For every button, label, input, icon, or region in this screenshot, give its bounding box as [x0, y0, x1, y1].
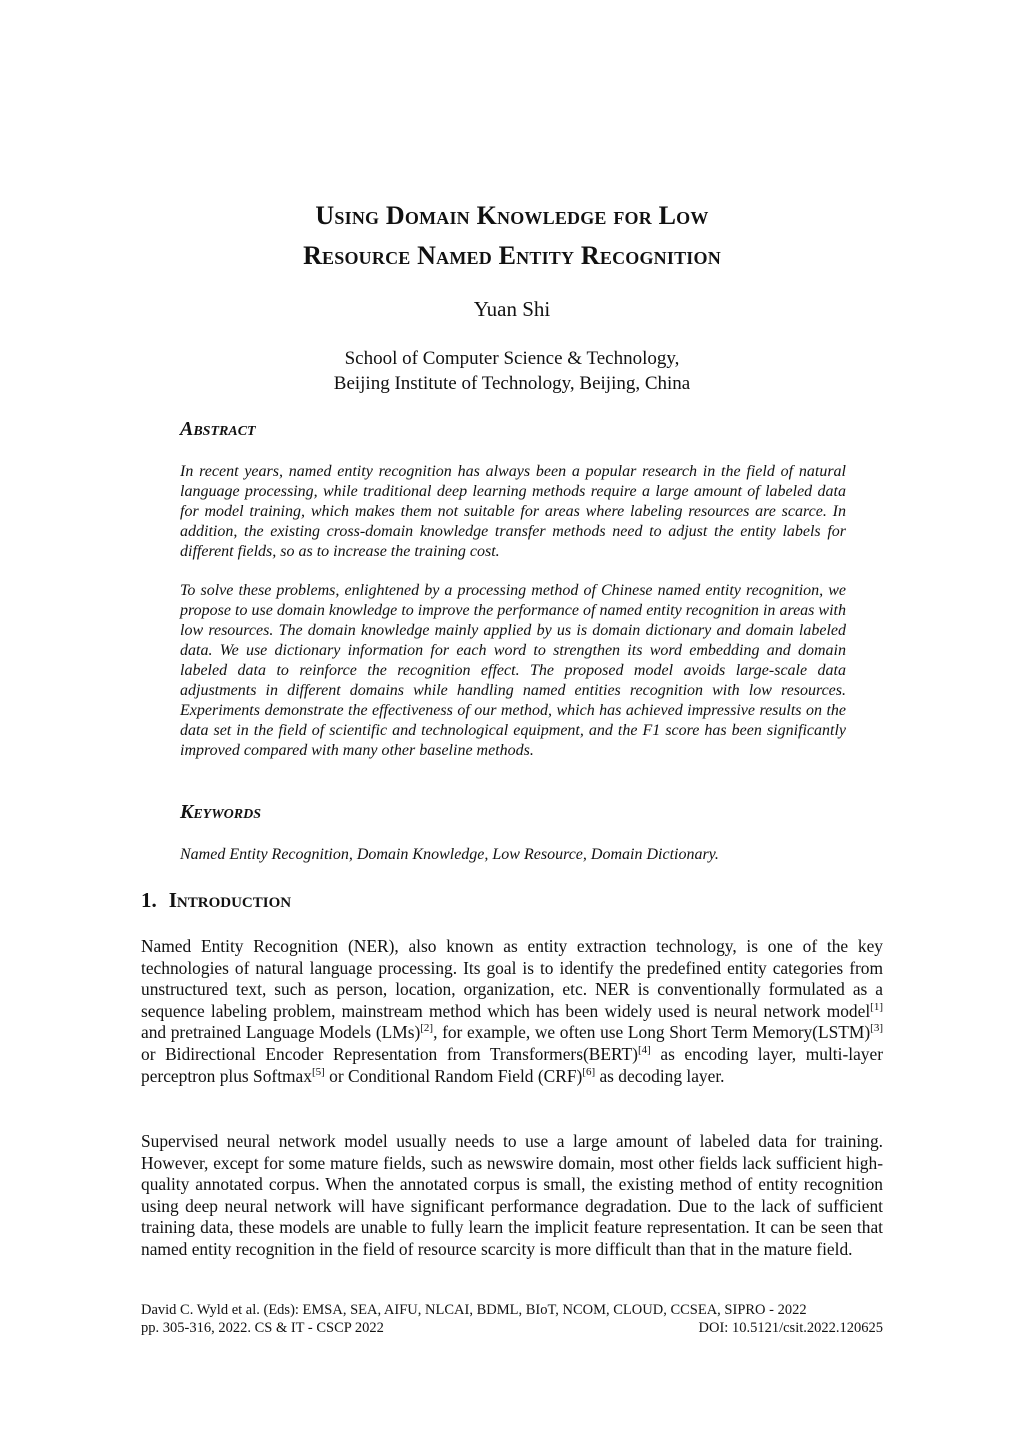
citation-6[interactable]: [6]: [582, 1065, 596, 1078]
section-number: 1.: [141, 888, 157, 912]
footer-doi: DOI: 10.5121/csit.2022.120625: [698, 1320, 883, 1336]
text-run: as encoding layer, multi-layer perceptron plus Softmax: [141, 1043, 883, 1086]
keywords-heading: Keywords: [180, 801, 262, 823]
title-line-2: Resource Named Entity Recognition: [303, 241, 721, 270]
abstract-paragraph-1: In recent years, named entity recognition has always been a popular research in the field of natural language processing, while traditional deep learning methods require a large amount of labeled data for model training, which makes them not suitable for areas where labeling resources are scarce. In addition, the existing cross-domain knowledge transfer methods need to adjust the entity labels for different fields, so as to increase the training cost.: [180, 463, 846, 560]
text-run: and pretrained Language Models (LMs): [141, 1022, 421, 1043]
citation-5[interactable]: [5]: [311, 1065, 325, 1078]
introduction-paragraph-1: [141, 936, 883, 1087]
abstract-heading: Abstract: [180, 418, 256, 440]
introduction-paragraph-2: Supervised neural network model usually needs to use a large amount of labeled data for training. However, except for some mature fields, such as newswire domain, most other fields lack sufficient high-quality annotated corpus. When the annotated corpus is small, the existing method of entity recognition using deep neural network will have significant performance degradation. Due to the lack of sufficient training data, these models are unable to fully learn the implicit feature representation. It can be seen that named entity recognition in the field of resource scarcity is more difficult than that in the mature field.: [141, 1131, 883, 1259]
citation-2[interactable]: [2]: [420, 1022, 434, 1035]
introduction-heading: [141, 888, 291, 913]
author-name: Yuan Shi: [473, 297, 551, 321]
section-title: Introduction: [168, 888, 292, 912]
abstract-paragraph-2: To solve these problems, enlightened by a processing method of Chinese named entity recognition, we propose to use domain knowledge to improve the performance of named entity recognition in areas with low resources. The domain knowledge mainly applied by us is domain dictionary and domain labeled data. We use dictionary information for each word to strengthen its word embedding and domain labeled data to reinforce the recognition effect. The proposed model avoids large-scale data adjustments in different domains while handling named entities recognition with low resources. Experiments demonstrate the effectiveness of our method, which has achieved impressive results on the data set in the field of scientific and technological equipment, and the F1 score has been significantly improved compared with many other baseline methods.: [180, 582, 846, 759]
text-run: or Conditional Random Field (CRF): [324, 1065, 583, 1086]
title-line-1: Using Domain Knowledge for Low: [315, 201, 709, 230]
keywords-text: Named Entity Recognition, Domain Knowledge, Low Resource, Domain Dictionary.: [180, 846, 719, 863]
author-affiliation: [0, 346, 1024, 396]
footer-pages: pp. 305-316, 2022. CS & IT - CSCP 2022: [141, 1320, 384, 1336]
text-run: , for example, we often use Long Short Term Memory(LSTM): [433, 1022, 871, 1043]
text-run: Named Entity Recognition (NER), also known as entity extraction technology, is one of the key technologies of natural language processing. Its goal is to identify the predefined entity categories from unstructured text, such as person, location, organization, etc. NER is conventionally formulated as a sequence labeling problem, mainstream method which has been widely used is neural network model: [141, 936, 883, 1021]
footer-line-2: [141, 1319, 883, 1337]
affiliation-line-2: Beijing Institute of Technology, Beijing, China: [333, 373, 691, 394]
footer-line-1: David C. Wyld et al. (Eds): EMSA, SEA, AIFU, NLCAI, BDML, BIoT, NCOM, CLOUD, CCSEA, SIPRO - 2022: [141, 1302, 807, 1318]
affiliation-line-1: School of Computer Science & Technology,: [344, 348, 680, 369]
citation-4[interactable]: [4]: [637, 1044, 651, 1057]
citation-3[interactable]: [3]: [870, 1022, 883, 1035]
page-footer: [141, 1301, 883, 1337]
text-run: or Bidirectional Encoder Representation from Transformers(BERT): [141, 1043, 638, 1064]
citation-1[interactable]: [1]: [870, 1000, 883, 1013]
text-run: as decoding layer.: [595, 1065, 725, 1086]
paper-title: [0, 196, 1024, 276]
